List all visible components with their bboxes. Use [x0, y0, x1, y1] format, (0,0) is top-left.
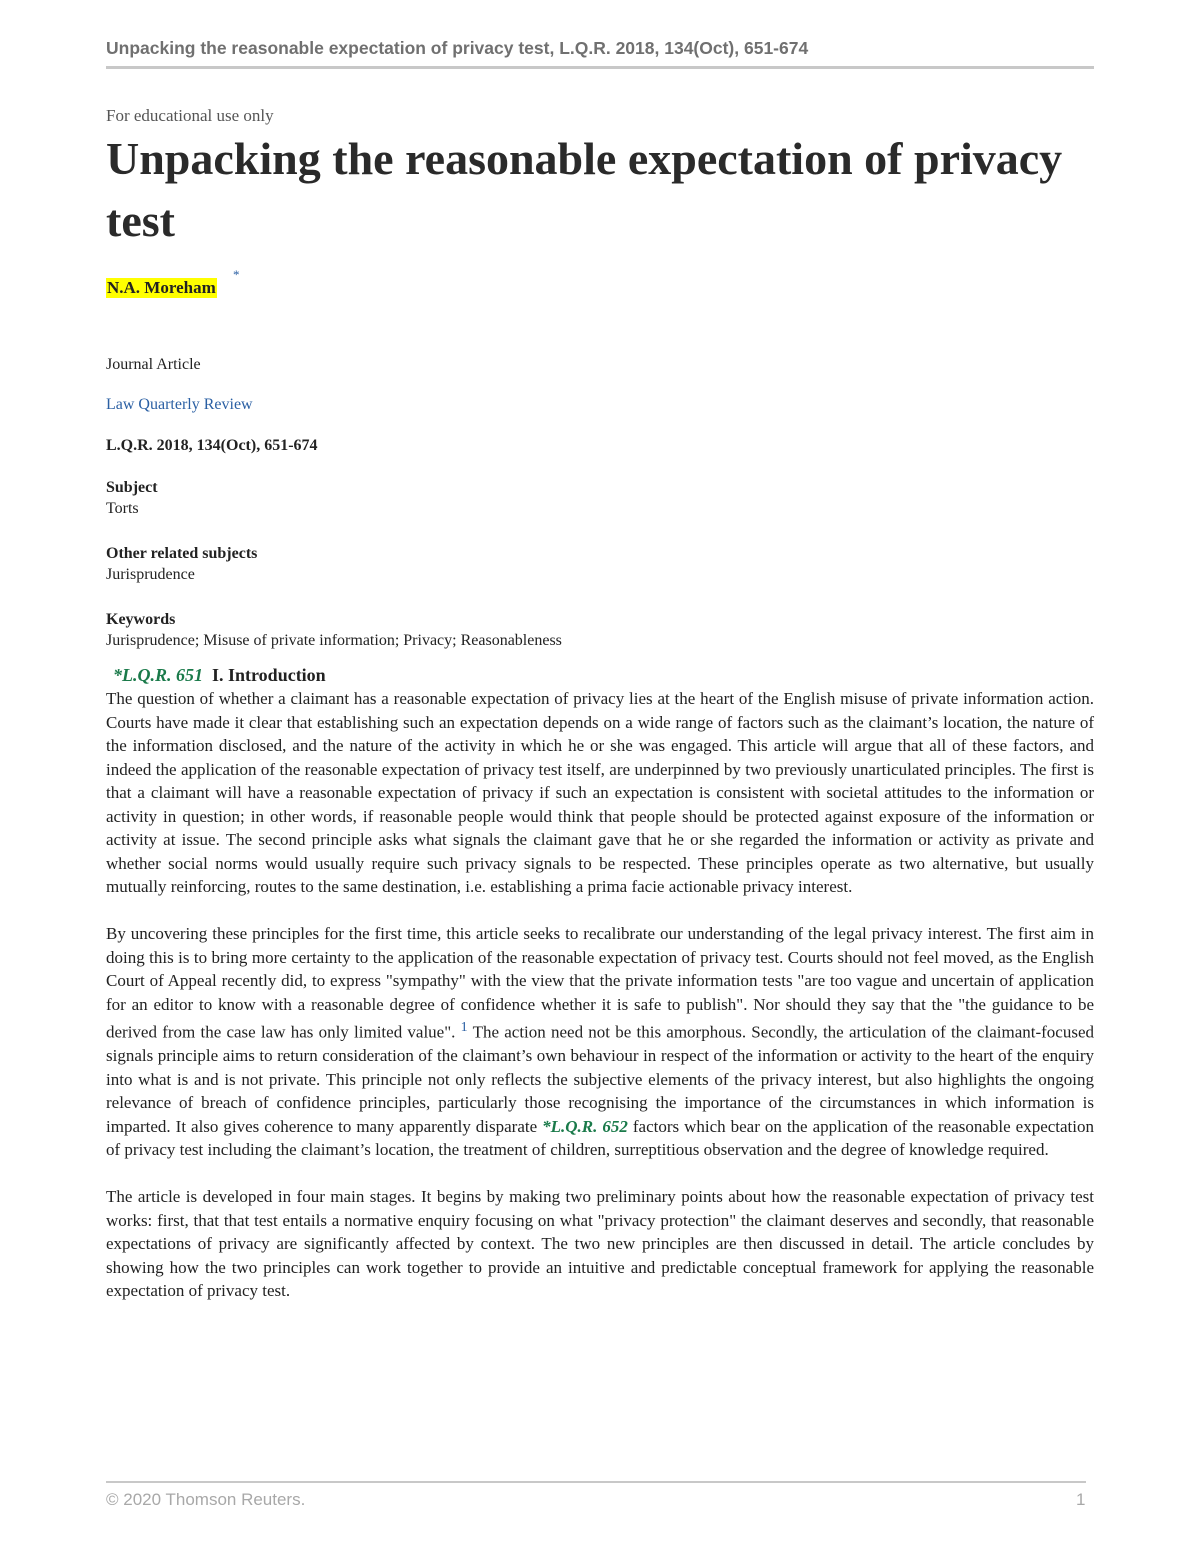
paragraph-2-part-a: By uncovering these principles for the first time, this article seeks to recalibrate our understanding of the legal privacy interest. The first aim in doing this is to bring more certainty to the application of the reasonable expectation of privacy test. Courts should not feel moved, as the English Court of Appeal recently did, to express "sympathy" with the view that the private information tests "are too vague and uncertain of application for an editor to know with a reasonable degree of confidence whether it is safe to publish". Nor should they say that the "the guidance to be derived from the case law has only limited value".	[106, 924, 1094, 1042]
subject-label: Subject	[106, 479, 158, 496]
star-page-652: *L.Q.R. 652	[542, 1116, 628, 1136]
document-type: Journal Article	[106, 356, 201, 373]
keywords-label: Keywords	[106, 611, 176, 628]
star-page-651: *L.Q.R. 651	[113, 665, 203, 685]
footer-divider	[106, 1481, 1086, 1483]
paragraph-2	[106, 922, 1094, 1162]
related-subjects-block	[106, 543, 1094, 585]
keywords-block	[106, 609, 1094, 651]
author-name[interactable]: N.A. Moreham	[107, 278, 216, 297]
related-subjects-label: Other related subjects	[106, 545, 258, 562]
subject-value: Torts	[106, 500, 139, 517]
journal-link[interactable]: Law Quarterly Review	[106, 396, 253, 413]
document-body	[106, 106, 1094, 1303]
section-heading	[106, 663, 1094, 687]
paragraph-1: The question of whether a claimant has a reasonable expectation of privacy lies at the heart of the English misuse of private information action. Courts have made it clear that establishing such an expectation depends on a wide range of factors such as the claimant’s location, the nature of the information disclosed, and the nature of the activity in which he or she was engaged. This article will argue that all of these factors, and indeed the application of the reasonable expectation of privacy test itself, are underpinned by two previously unarticulated principles. The first is that a claimant will have a reasonable expectation of privacy if such an expectation is consistent with societal attitudes to the information or activity in question; in other words, if reasonable people would think that people should be protected against exposure of the information or activity at issue. The second principle asks what signals the claimant gave that he or she regarded the information or activity as private and whether social norms would usually require such privacy signals to be respected. These principles operate as two alternative, but usually mutually reinforcing, routes to the same destination, i.e. establishing a prima facie actionable privacy interest.	[106, 689, 1094, 896]
educational-notice: For educational use only	[106, 106, 274, 125]
footnote-1-link[interactable]: 1	[460, 1020, 468, 1035]
section-title: I. Introduction	[212, 665, 326, 685]
paragraph-2-part-b: The action need not be this amorphous. Secondly, the articulation of the claimant-focused signals principle aims to return consideration of the claimant’s own behaviour in respect of the information or activity to the heart of the enquiry into what is and is not private. This principle not only reflects the subjective elements of the privacy interest, but also highlights the ongoing relevance of breach of confidence principles, particularly those recognising the importance of the circumstances in which information is imparted. It also gives coherence to many apparently disparate	[106, 1022, 1095, 1136]
keywords-value: Jurisprudence; Misuse of private information; Privacy; Reasonableness	[106, 632, 562, 649]
paragraph-2-part-c: factors which bear on the application of the reasonable expectation of privacy test including the claimant’s location, the treatment of children, surreptitious observation and the degree of knowledge required.	[106, 1116, 1094, 1160]
citation: L.Q.R. 2018, 134(Oct), 651-674	[106, 437, 318, 454]
related-subjects-value: Jurisprudence	[106, 566, 195, 583]
running-title: Unpacking the reasonable expectation of privacy test, L.Q.R. 2018, 134(Oct), 651-674	[106, 38, 809, 58]
header-divider	[106, 66, 1094, 69]
copyright-notice: © 2020 Thomson Reuters.	[106, 1490, 306, 1509]
paragraph-3: The article is developed in four main stages. It begins by making two preliminary points about how the reasonable expectation of privacy test works: first, that that test entails a normative enquiry focusing on what "privacy protection" the claimant deserves and secondly, that reasonable expectations of privacy are significantly affected by context. The two new principles are then discussed in detail. The article concludes by showing how the two principles can work together to provide an intuitive and predictable conceptual framework for applying the reasonable expectation of privacy test.	[106, 1187, 1094, 1301]
page-number: 1	[1076, 1490, 1086, 1509]
document-title: Unpacking the reasonable expectation of privacy test	[106, 133, 1063, 246]
author-line	[106, 267, 1094, 304]
author-footnote-mark[interactable]: *	[233, 267, 240, 282]
subject-block	[106, 477, 1094, 519]
